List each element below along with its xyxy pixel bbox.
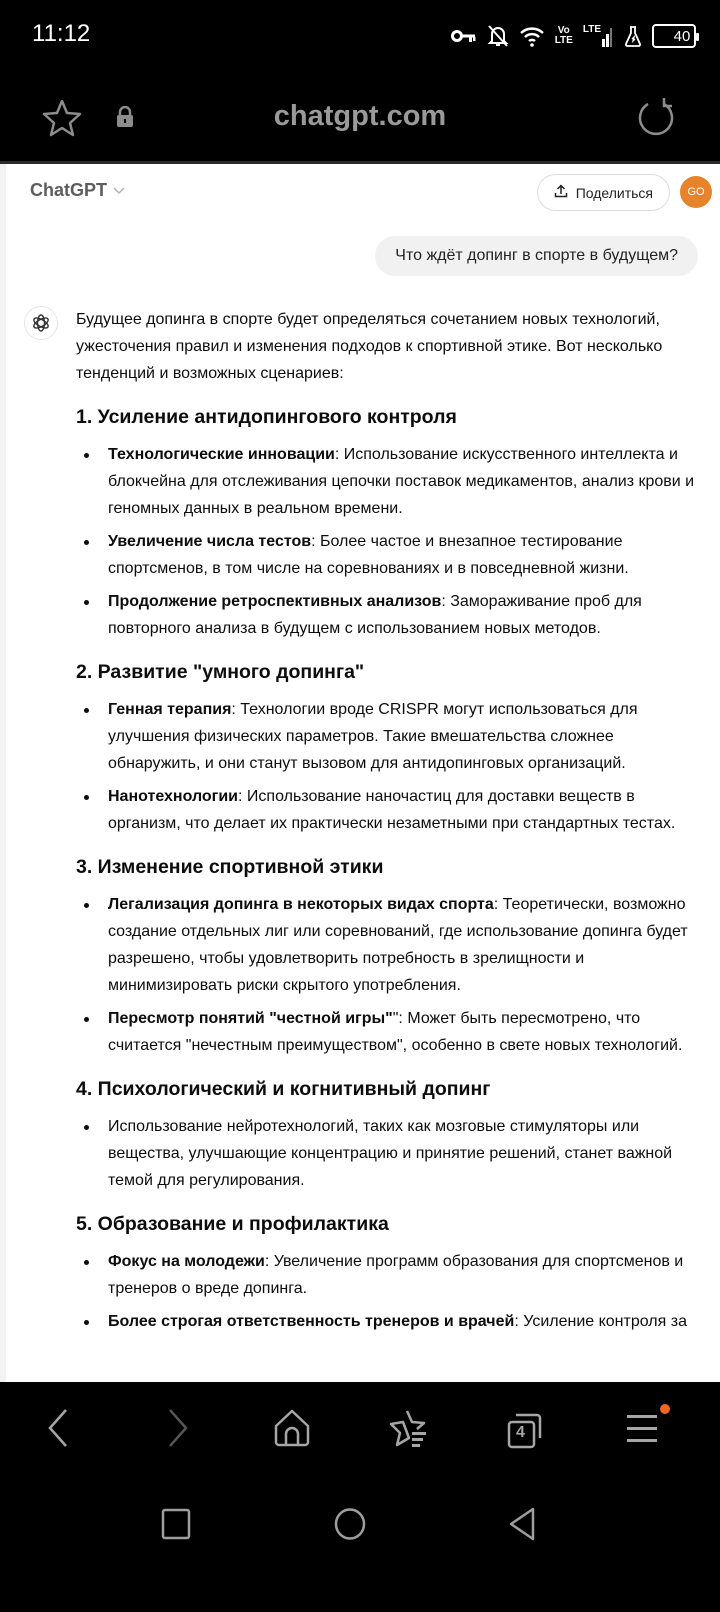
section-title: 5. Образование и профилактика [76,1213,389,1235]
section-list [76,891,696,1059]
chevron-right-icon [166,1408,190,1453]
volte-top: Vo [557,25,570,36]
notification-dot [660,1404,670,1414]
item-term: Фокус на молодежи [108,1253,265,1270]
hamburger-menu-icon [625,1411,659,1450]
list-item [76,588,696,642]
share-label: Поделиться [575,184,653,201]
web-page [0,164,720,1382]
volte-icon [555,26,573,46]
answer-content [76,306,696,1351]
volte-bottom: LTE [554,35,573,46]
tabs-button[interactable] [502,1406,550,1454]
chatgpt-logo-icon [24,306,58,340]
tabs-icon [506,1410,546,1450]
bookmarks-star-list-icon [389,1408,429,1453]
url-field[interactable]: chatgpt.com [273,100,447,132]
reload-icon[interactable] [636,96,676,143]
item-text: : Увеличение программ образования для спортсменов и тренеров о вреде допинга. [108,1253,684,1297]
item-text: : Усиление контроля за [514,1313,687,1330]
section-title: 3. Изменение спортивной этики [76,856,384,878]
item-text: : Теоретически, возможно создание отдельных лиг или соревнований, где использование допинга будет разрешено, чтобы удовлетворить потребность в зрелищности и минимизировать риски скрытого употребления. [108,896,688,994]
browser-toolbar [0,1382,720,1478]
item-term: Нанотехнологии [108,788,239,805]
chevron-left-icon [46,1408,70,1453]
item-text: : Более частое и внезапное тестирование спортсменов, в том числе на соревнованиях и в повседневной жизни. [108,533,629,577]
wifi-icon [519,25,545,47]
status-time: 11:12 [32,20,91,47]
circle-icon [333,1507,367,1546]
list-item [76,1308,696,1335]
chevron-down-icon [113,184,125,198]
system-navigation-bar [0,1478,720,1612]
home-button[interactable] [268,1406,316,1454]
item-text: ": Может быть пересмотрено, что считается "нечестным преимуществом", особенно в свете новых технологий. [108,1010,683,1054]
list-item [76,783,696,837]
square-icon [160,1508,192,1545]
browser-address-bar [0,72,720,164]
recent-apps-button[interactable] [152,1502,200,1550]
answer-intro: Будущее допинга в спорте будет определяться сочетанием новых технологий, ужесточения правил и изменения подходов к спортивной этике. Вот несколько тенденций и возможных сценариев: [76,311,663,382]
item-term: Более строгая ответственность тренеров и врачей [108,1313,515,1330]
chat-header [6,164,720,220]
notifications-off-icon [487,24,509,48]
status-bar [0,0,720,72]
model-selector[interactable] [30,180,125,201]
back-button[interactable] [34,1406,82,1454]
user-avatar[interactable]: GO [680,176,712,208]
section-title: 1. Усиление антидопингового контроля [76,406,457,428]
item-text: : Технологии вроде CRISPR могут использоваться для улучшения физических параметров. Такие вмешательства сложнее обнаружить, и они станут вызовом для антидопинговых организаций. [108,701,638,772]
section-list [76,441,696,642]
list-item [76,891,696,999]
home-system-button[interactable] [326,1502,374,1550]
share-button[interactable] [537,174,670,211]
back-system-button[interactable] [498,1502,546,1550]
list-item [76,696,696,777]
item-term: Генная терапия [108,701,232,718]
lte-signal-icon [583,25,614,47]
item-text: : Использование наночастиц для доставки веществ в организм, что делает их практически незаметными при стандартных тестах. [108,788,676,832]
vpn-key-icon [451,28,477,44]
user-message: Что ждёт допинг в спорте в будущем? [375,236,698,276]
list-item [76,1005,696,1059]
list-item [76,1113,696,1194]
battery-icon [652,24,696,48]
triangle-back-icon [507,1507,537,1546]
item-term: Технологические инновации [108,446,335,463]
status-icons [451,20,696,52]
item-text: : Использование искусственного интеллекта и блокчейна для отслеживания цепочки поставок медикаментов, анализ крови и геномных данных в реальном времени. [108,446,695,517]
item-term: Легализация допинга в некоторых видах спорта [108,896,494,913]
list-item [76,1248,696,1302]
share-icon [554,184,568,201]
lte-label: LTE [582,24,601,35]
item-term: Пересмотр понятий "честной игры" [108,1010,393,1027]
section-list [76,696,696,837]
lab-flask-icon [624,25,642,47]
list-item [76,528,696,582]
section-list [76,1248,696,1335]
forward-button[interactable] [154,1406,202,1454]
item-term: Увеличение числа тестов [108,533,312,550]
item-text: Использование нейротехнологий, таких как мозговые стимуляторы или вещества, улучшающие концентрацию и принятие решений, станет важной темой для регулирования. [108,1118,673,1189]
section-list [76,1113,696,1194]
list-item [76,441,696,522]
bookmarks-button[interactable] [385,1406,433,1454]
home-icon [273,1408,311,1453]
battery-level: 40 [673,27,691,45]
model-name: ChatGPT [30,180,108,200]
item-text: : Замораживание проб для повторного анализа в будущем с использованием новых методов. [108,593,642,637]
item-term: Продолжение ретроспективных анализов [108,593,442,610]
tabs-count: 4 [516,1424,525,1441]
menu-button[interactable] [618,1406,666,1454]
section-title: 2. Развитие "умного допинга" [76,661,365,683]
section-title: 4. Психологический и когнитивный допинг [76,1078,491,1100]
